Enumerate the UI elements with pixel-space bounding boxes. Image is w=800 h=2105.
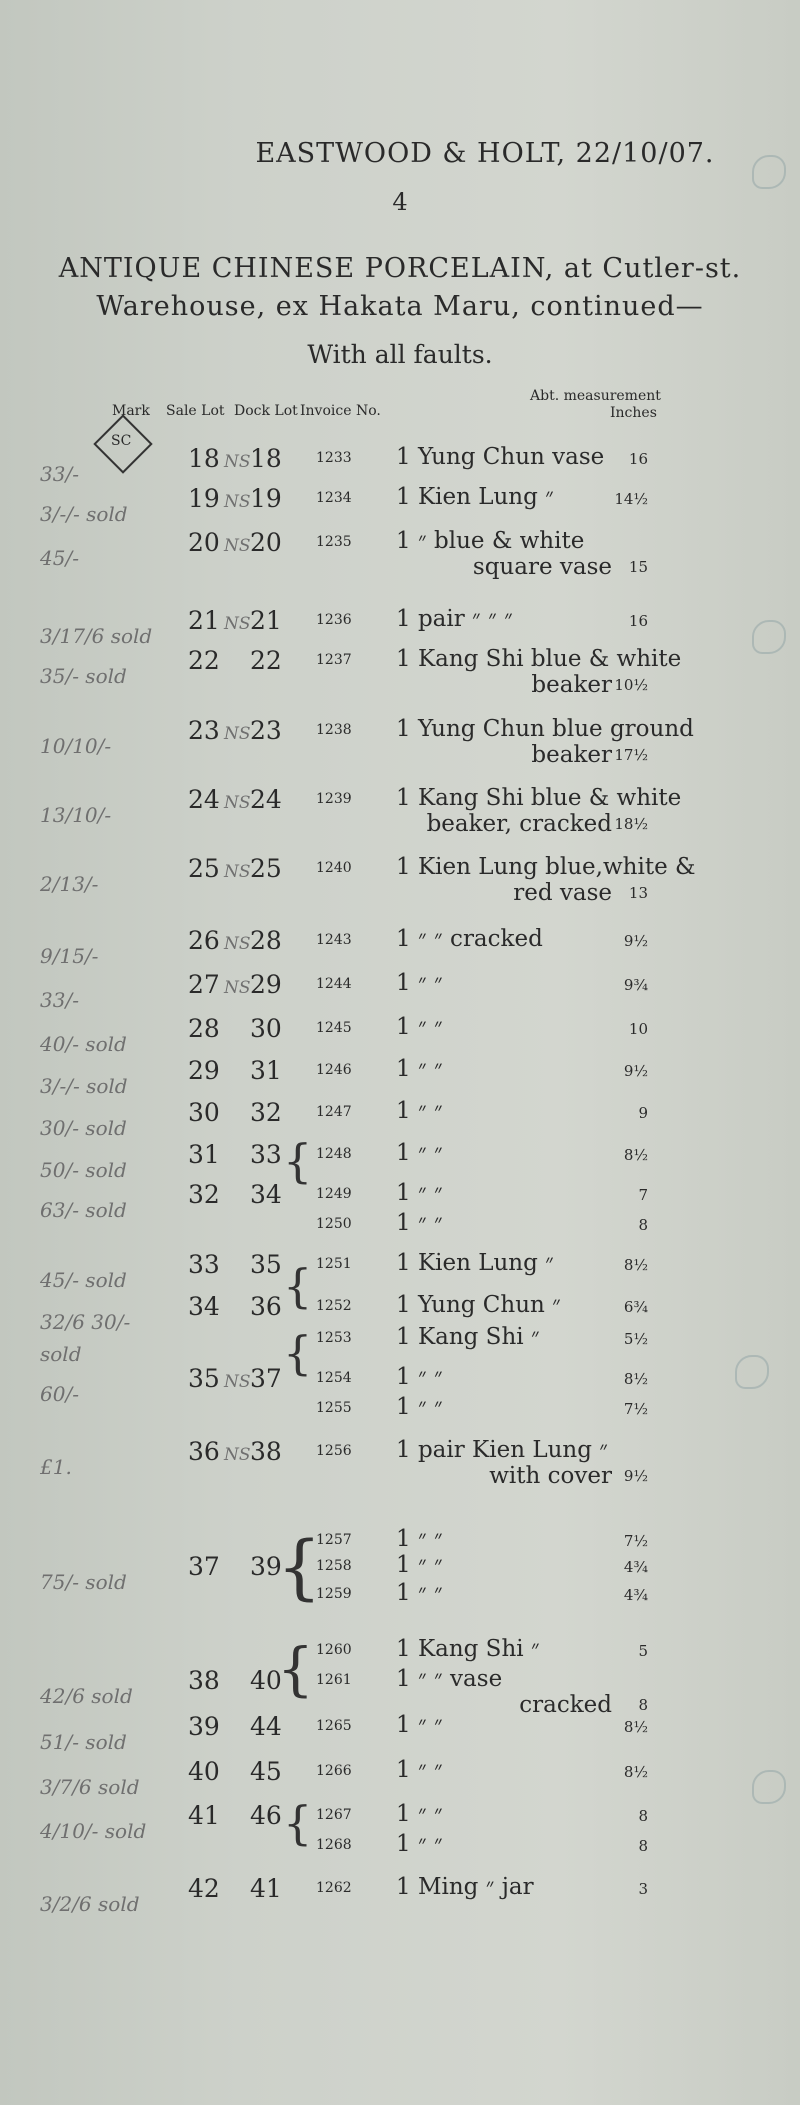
handwritten-ns-note: NS: [224, 934, 251, 954]
sale-lot: 41: [188, 1801, 220, 1830]
item-description: 1 ״ ״: [396, 1552, 443, 1578]
item-description: 1 ״ ״: [396, 1180, 443, 1206]
item-description: 1 ״ ״: [396, 1757, 443, 1783]
measurement: 16: [628, 450, 648, 468]
brace: {: [283, 1796, 313, 1850]
handwritten-price: £1.: [40, 1455, 72, 1479]
item-description: 1 ״ ״: [396, 1364, 443, 1390]
dock-lot: 40: [250, 1666, 282, 1695]
item-description: 1 Yung Chun blue ground: [396, 716, 694, 742]
handwritten-price: 33/-: [40, 988, 79, 1012]
measurement: 4¾: [623, 1558, 648, 1576]
invoice-no: 1243: [316, 932, 352, 948]
handwritten-ns-note: NS: [224, 724, 251, 744]
dock-lot: 36: [250, 1292, 282, 1321]
handwritten-price: 2/13/-: [40, 872, 99, 896]
item-description: 1 Yung Chun ״: [396, 1292, 561, 1318]
invoice-no: 1236: [316, 612, 352, 628]
handwritten-price: 50/- sold: [40, 1158, 127, 1182]
item-description: 1 ״ ״: [396, 1801, 443, 1827]
item-description: 1 ״ ״: [396, 1394, 443, 1420]
item-description-cont: with cover: [489, 1463, 612, 1489]
invoice-no: 1244: [316, 976, 352, 992]
handwritten-price: 3/7/6 sold: [40, 1775, 140, 1799]
sale-lot: 37: [188, 1552, 220, 1581]
item-description-cont: beaker, cracked: [426, 811, 612, 837]
sale-lot: 39: [188, 1712, 220, 1741]
invoice-no: 1233: [316, 450, 352, 466]
sale-lot: 18: [188, 444, 220, 473]
measurement: 8: [638, 1216, 648, 1234]
measurement: 5½: [623, 1330, 648, 1348]
invoice-no: 1258: [316, 1558, 352, 1574]
sale-lot: 21: [188, 606, 220, 635]
sale-lot: 23: [188, 716, 220, 745]
item-description: 1 pair ״ ״ ״: [396, 606, 513, 632]
invoice-no: 1266: [316, 1763, 352, 1779]
handwritten-price: 3/17/6 sold: [40, 624, 153, 648]
handwritten-price: 10/10/-: [40, 734, 112, 758]
handwritten-price: 9/15/-: [40, 944, 99, 968]
section-heading: ANTIQUE CHINESE PORCELAIN, at Cutler-st.: [58, 253, 742, 284]
sale-lot: 20: [188, 528, 220, 557]
invoice-no: 1238: [316, 722, 352, 738]
handwritten-ns-note: NS: [224, 978, 251, 998]
dock-lot: 28: [250, 926, 282, 955]
dock-lot: 41: [250, 1874, 282, 1903]
invoice-no: 1249: [316, 1186, 352, 1202]
handwritten-price: 60/-: [40, 1382, 79, 1406]
sale-lot: 31: [188, 1140, 220, 1169]
sale-lot: 30: [188, 1098, 220, 1127]
dock-lot: 32: [250, 1098, 282, 1127]
dock-lot: 35: [250, 1250, 282, 1279]
sale-lot: 25: [188, 854, 220, 883]
handwritten-price: 32/6 30/-: [40, 1310, 131, 1334]
handwritten-price: 75/- sold: [40, 1570, 127, 1594]
sale-lot: 22: [188, 646, 220, 675]
item-description: 1 ״ ״: [396, 1831, 443, 1857]
item-description: 1 pair Kien Lung ״: [396, 1437, 608, 1463]
handwritten-ns-note: NS: [224, 793, 251, 813]
dock-lot: 39: [250, 1552, 282, 1581]
measurement: 10½: [614, 676, 648, 694]
section-heading-continued: Warehouse, ex Hakata Maru, continued—: [96, 291, 704, 322]
dock-lot: 44: [250, 1712, 282, 1741]
measurement: 8½: [623, 1370, 648, 1388]
item-description: 1 ״ ״: [396, 1056, 443, 1082]
sale-lot: 28: [188, 1014, 220, 1043]
item-description: 1 ״ ״: [396, 1140, 443, 1166]
measurement: 9½: [623, 1467, 648, 1485]
item-description: 1 ״ ״: [396, 1712, 443, 1738]
handwritten-price: sold: [40, 1342, 82, 1366]
sale-lot: 24: [188, 785, 220, 814]
measurement: 8: [638, 1807, 648, 1825]
invoice-no: 1267: [316, 1807, 352, 1823]
paper-clip-mark: [752, 155, 786, 189]
dock-lot: 30: [250, 1014, 282, 1043]
measurement: 9: [638, 1104, 648, 1122]
dock-lot: 45: [250, 1757, 282, 1786]
invoice-no: 1251: [316, 1256, 352, 1272]
invoice-no: 1237: [316, 652, 352, 668]
item-description: 1 ״ ״: [396, 1526, 443, 1552]
item-description: 1 Yung Chun vase: [396, 444, 605, 470]
item-description: 1 Kien Lung ״: [396, 484, 554, 510]
paper-clip-mark: [752, 1770, 786, 1804]
item-description: 1 Kang Shi blue & white: [396, 646, 682, 672]
page-number: 4: [392, 188, 408, 216]
invoice-no: 1240: [316, 860, 352, 876]
sale-lot: 32: [188, 1180, 220, 1209]
measurement: 9½: [623, 1062, 648, 1080]
invoice-no: 1250: [316, 1216, 352, 1232]
item-description: 1 Ming ״ jar: [396, 1874, 534, 1900]
measurement: 6¾: [623, 1298, 648, 1316]
item-description: 1 ״ ״ cracked: [396, 926, 543, 952]
measurement: 8½: [623, 1763, 648, 1781]
dock-lot: 24: [250, 785, 282, 814]
brace: {: [283, 1326, 313, 1380]
paper-clip-mark: [735, 1355, 769, 1389]
measurement: 17½: [614, 746, 648, 764]
dock-lot: 21: [250, 606, 282, 635]
handwritten-price: 3/2/6 sold: [40, 1892, 140, 1916]
sale-lot: 36: [188, 1437, 220, 1466]
invoice-no: 1259: [316, 1586, 352, 1602]
item-description: 1 Kien Lung blue,white &: [396, 854, 696, 880]
item-description: 1 Kang Shi ״: [396, 1324, 540, 1350]
handwritten-ns-note: NS: [224, 492, 251, 512]
handwritten-price: 51/- sold: [40, 1730, 127, 1754]
invoice-no: 1235: [316, 534, 352, 550]
col-invoice-no: Invoice No.: [300, 403, 381, 419]
measurement: 3: [638, 1880, 648, 1898]
col-measure: Abt. measurement: [530, 388, 661, 404]
dock-lot: 33: [250, 1140, 282, 1169]
item-description-cont: beaker: [531, 672, 612, 698]
invoice-no: 1260: [316, 1642, 352, 1658]
handwritten-price: 3/-/- sold: [40, 502, 128, 526]
handwritten-price: 40/- sold: [40, 1032, 127, 1056]
sale-lot: 27: [188, 970, 220, 999]
paper-clip-mark: [752, 620, 786, 654]
invoice-no: 1254: [316, 1370, 352, 1386]
invoice-no: 1255: [316, 1400, 352, 1416]
item-description: 1 ״ ״ vase: [396, 1666, 503, 1692]
measurement: 18½: [614, 815, 648, 833]
invoice-no: 1262: [316, 1880, 352, 1896]
measurement: 8½: [623, 1146, 648, 1164]
invoice-no: 1268: [316, 1837, 352, 1853]
conditions-note: With all faults.: [307, 340, 493, 369]
col-measure-unit: Inches: [610, 405, 657, 421]
invoice-no: 1261: [316, 1672, 352, 1688]
sale-lot: 29: [188, 1056, 220, 1085]
handwritten-price: 33/-: [40, 462, 79, 486]
invoice-no: 1246: [316, 1062, 352, 1078]
measurement: 7: [638, 1186, 648, 1204]
invoice-no: 1257: [316, 1532, 352, 1548]
sale-lot: 42: [188, 1874, 220, 1903]
dock-lot: 31: [250, 1056, 282, 1085]
mark-symbol: SC: [111, 433, 132, 449]
dock-lot: 18: [250, 444, 282, 473]
dock-lot: 34: [250, 1180, 282, 1209]
item-description: 1 ״ ״: [396, 1580, 443, 1606]
handwritten-price: 42/6 sold: [40, 1684, 133, 1708]
handwritten-ns-note: NS: [224, 1445, 251, 1465]
brace: {: [283, 1259, 313, 1313]
invoice-no: 1245: [316, 1020, 352, 1036]
handwritten-ns-note: NS: [224, 536, 251, 556]
measurement: 7½: [623, 1532, 648, 1550]
measurement: 10: [628, 1020, 648, 1038]
measurement: 16: [628, 612, 648, 630]
measurement: 4¾: [623, 1586, 648, 1604]
item-description-cont: square vase: [472, 554, 612, 580]
handwritten-ns-note: NS: [224, 452, 251, 472]
handwritten-ns-note: NS: [224, 614, 251, 634]
col-mark: Mark: [112, 403, 150, 419]
item-description-cont: red vase: [513, 880, 612, 906]
handwritten-price: 35/- sold: [40, 664, 127, 688]
item-description: 1 Kang Shi blue & white: [396, 785, 682, 811]
handwritten-ns-note: NS: [224, 1372, 251, 1392]
sale-lot: 38: [188, 1666, 220, 1695]
dock-lot: 23: [250, 716, 282, 745]
brace: {: [277, 1526, 322, 1608]
invoice-no: 1247: [316, 1104, 352, 1120]
item-description: 1 ״ ״: [396, 1210, 443, 1236]
invoice-no: 1248: [316, 1146, 352, 1162]
handwritten-price: 13/10/-: [40, 803, 112, 827]
measurement: 14½: [614, 490, 648, 508]
invoice-no: 1252: [316, 1298, 352, 1314]
dock-lot: 46: [250, 1801, 282, 1830]
measurement: 9¾: [623, 976, 648, 994]
handwritten-price: 30/- sold: [40, 1116, 127, 1140]
item-description: 1 Kang Shi ״: [396, 1636, 540, 1662]
dock-lot: 22: [250, 646, 282, 675]
measurement: 7½: [623, 1400, 648, 1418]
handwritten-price: 63/- sold: [40, 1198, 127, 1222]
dock-lot: 38: [250, 1437, 282, 1466]
sale-lot: 19: [188, 484, 220, 513]
measurement: 13: [628, 884, 648, 902]
measurement: 5: [638, 1642, 648, 1660]
dock-lot: 29: [250, 970, 282, 999]
invoice-no: 1253: [316, 1330, 352, 1346]
dock-lot: 19: [250, 484, 282, 513]
item-description: 1 ״ ״: [396, 1098, 443, 1124]
invoice-no: 1265: [316, 1718, 352, 1734]
item-description: 1 ״ ״: [396, 1014, 443, 1040]
col-sale-lot: Sale Lot: [166, 403, 225, 419]
sale-lot: 35: [188, 1364, 220, 1393]
handwritten-ns-note: NS: [224, 862, 251, 882]
item-description: 1 Kien Lung ״: [396, 1250, 554, 1276]
item-description: 1 ״ blue & white: [396, 528, 585, 554]
handwritten-price: 45/- sold: [40, 1268, 127, 1292]
handwritten-price: 4/10/- sold: [40, 1819, 147, 1843]
sale-lot: 34: [188, 1292, 220, 1321]
page-title: EASTWOOD & HOLT, 22/10/07.: [255, 138, 715, 169]
item-description-cont: beaker: [531, 742, 612, 768]
sale-lot: 26: [188, 926, 220, 955]
measurement: 8: [638, 1837, 648, 1855]
measurement: 8½: [623, 1718, 648, 1736]
dock-lot: 25: [250, 854, 282, 883]
invoice-no: 1256: [316, 1443, 352, 1459]
handwritten-price: 3/-/- sold: [40, 1074, 128, 1098]
dock-lot: 20: [250, 528, 282, 557]
measurement: 8: [638, 1696, 648, 1714]
col-dock-lot: Dock Lot: [234, 403, 298, 419]
sale-lot: 33: [188, 1250, 220, 1279]
handwritten-price: 45/-: [40, 546, 79, 570]
brace: {: [277, 1635, 314, 1703]
invoice-no: 1234: [316, 490, 352, 506]
item-description: 1 ״ ״: [396, 970, 443, 996]
brace: {: [283, 1134, 313, 1188]
invoice-no: 1239: [316, 791, 352, 807]
measurement: 15: [628, 558, 648, 576]
measurement: 8½: [623, 1256, 648, 1274]
sale-lot: 40: [188, 1757, 220, 1786]
item-description-cont: cracked: [519, 1692, 612, 1718]
dock-lot: 37: [250, 1364, 282, 1393]
measurement: 9½: [623, 932, 648, 950]
